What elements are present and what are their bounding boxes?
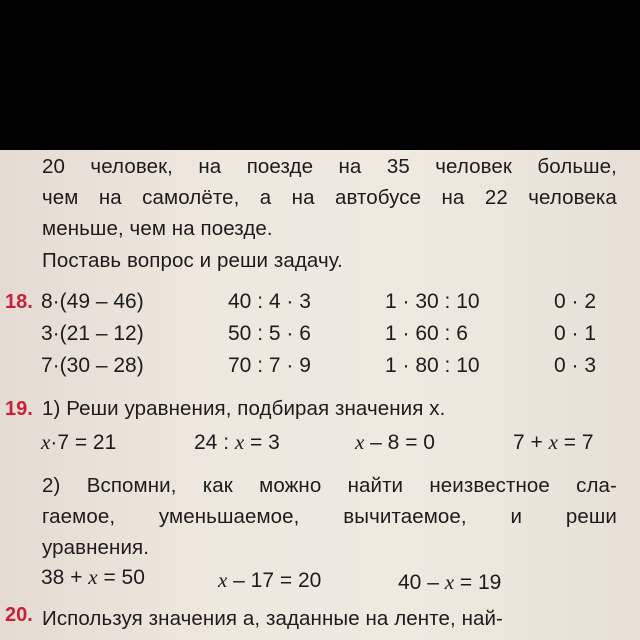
task-18-expr: 1 · 60 : 6 [385,322,468,345]
task-20-number: 20. [5,604,33,626]
equation: 38 + x = 50 [41,565,145,589]
intro-line-3: меньше, чем на поезде. [42,217,273,240]
textbook-page [0,150,640,640]
dark-background [0,0,640,150]
equation: 40 – x = 19 [398,570,502,594]
task-18-expr: 0 · 3 [554,354,597,377]
task-18-expr: 1 · 80 : 10 [385,354,480,377]
task-19-part-2-line-1: 2) Вспомни, как можно найти неизвестное сла- [42,474,617,497]
equation: 7 + x = 7 [513,430,594,454]
task-18-expr: 40 : 4 · 3 [228,290,311,313]
task-19-part-2-line-2: гаемое, уменьшаемое, вычитаемое, и реши [42,505,617,528]
task-18-expr: 7·(30 – 28) [41,354,144,377]
task-18-expr: 50 : 5 · 6 [228,322,311,345]
task-20-text: Используя значения a, заданные на ленте, най- [42,607,503,630]
intro-line-2: чем на самолёте, а на автобусе на 22 человека [42,186,617,209]
task-18-number: 18. [5,291,33,313]
equation: x – 17 = 20 [218,568,322,592]
task-18-expr: 70 : 7 · 9 [228,354,311,377]
equation: 24 : x = 3 [194,430,280,454]
task-18-expr: 0 · 1 [554,322,597,345]
intro-line-4: Поставь вопрос и реши задачу. [42,249,343,272]
task-19-number: 19. [5,398,33,420]
task-18-expr: 1 · 30 : 10 [385,290,480,313]
task-18-expr: 0 · 2 [554,290,597,313]
task-19-part-2-line-3: уравнения. [42,536,150,559]
task-19-part-1: 1) Реши уравнения, подбирая значения x. [42,397,446,420]
equation: x·7 = 21 [41,430,117,454]
equation: x – 8 = 0 [355,430,435,454]
intro-line-1: 20 человек, на поезде на 35 человек больше, [42,155,617,178]
task-18-expr: 8·(49 – 46) [41,290,144,313]
task-18-expr: 3·(21 – 12) [41,322,144,345]
